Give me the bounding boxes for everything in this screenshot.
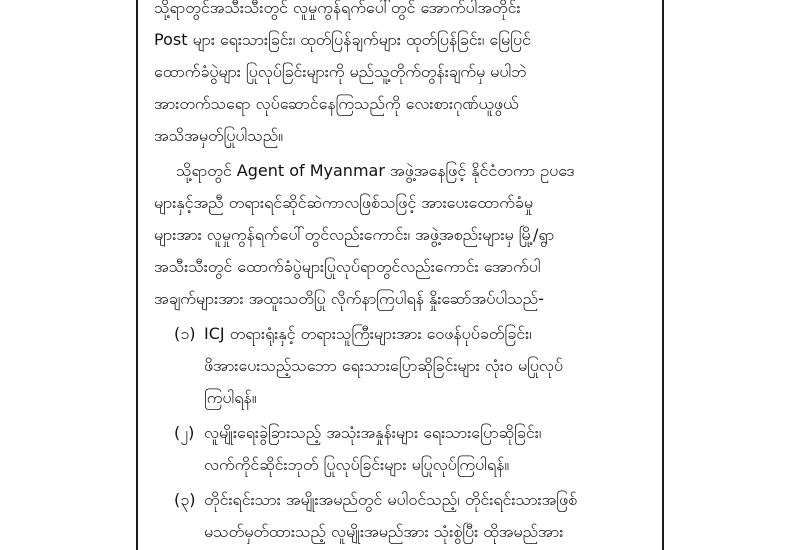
list-item-3 [154,484,646,548]
list-item-number: (၂) [174,423,195,442]
list-item-number: (၁) [174,324,196,343]
text-line: လက်ကိုင်ဆိုင်းဘုတ် ပြုလုပ်ခြင်းများ မပြုလုပ်ကြပါရန်။ [204,455,510,474]
list-item-text [204,318,646,414]
second-paragraph [154,155,646,315]
text-line: များအား လူမှုကွန်ရက်ပေါ်တွင်လည်းကောင်း၊ အဖွဲ့အစည်းများမှ မြို့/ရွာ [154,225,555,244]
text-line: သို့ရာတွင်အသီးသီးတွင် လူမှုကွန်ရက်ပေါ်တွင် အောက်ပါအတိုင်း [154,0,521,17]
text-line: ထောက်ခံပွဲများ ပြုလုပ်ခြင်းများကို မည်သူ့တိုက်တွန်းချက်မှ မပါဘဲ [154,62,527,81]
intro-paragraph [154,0,646,152]
text-line: အသိအမှတ်ပြုပါသည်။ [154,126,284,145]
list-item-1 [154,318,646,414]
text-line: ICJ တရားရုံးနှင့် တရားသူကြီးများအား ဝေဖန်ပုပ်ခတ်ခြင်း၊ [204,324,532,343]
text-line: အားတက်သရော လုပ်ဆောင်နေကြသည်ကို လေးစားဂုဏ်ယူဖွယ် [154,94,519,113]
text-line: လူမျိုးရေးခွဲခြားသည့် အသုံးအနှုန်းများ ရေးသားပြောဆိုခြင်း၊ [204,423,542,442]
text-line: အချက်များအား အထူးသတိပြု လိုက်နာကြပါရန် နှိုးဆော်အပ်ပါသည်- [154,289,544,308]
text-line: ကြပါရန်။ [204,388,257,407]
text-line: မသတ်မှတ်ထားသည့် လူမျိုးအမည်အား သုံးစွဲပြီး ထိုအမည်အား [204,522,564,541]
list-item-2 [154,417,646,481]
list-item-text [204,484,646,548]
text-line: Post များ ရေးသားခြင်း၊ ထုတ်ပြန်ချက်များ ထုတ်ပြန်ခြင်း၊ မြေပြင် [154,30,531,49]
list-item-text [204,417,646,481]
document-body [154,0,646,550]
text-line: အသီးသီးတွင် ထောက်ခံပွဲများပြုလုပ်ရာတွင်လည်းကောင်း အောက်ပါ [154,257,541,276]
text-line: တိုင်းရင်းသား အမျိုးအမည်တွင် မပါဝင်သည့်၊ တိုင်းရင်းသားအဖြစ် [204,490,578,509]
text-line: ဖိအားပေးသည့်သဘော ရေးသားပြောဆိုခြင်းများ လုံးဝ မပြုလုပ် [204,356,564,375]
text-line: များနှင့်အညီ တရားရင်ဆိုင်ဆဲကာလဖြစ်သဖြင့် အားပေးထောက်ခံမှု [154,193,534,212]
text-line: သို့ရာတွင် Agent of Myanmar အဖွဲ့အနေဖြင့် နိုင်ငံတကာ ဥပဒေ [176,161,575,180]
list-item-number: (၃) [174,490,196,509]
